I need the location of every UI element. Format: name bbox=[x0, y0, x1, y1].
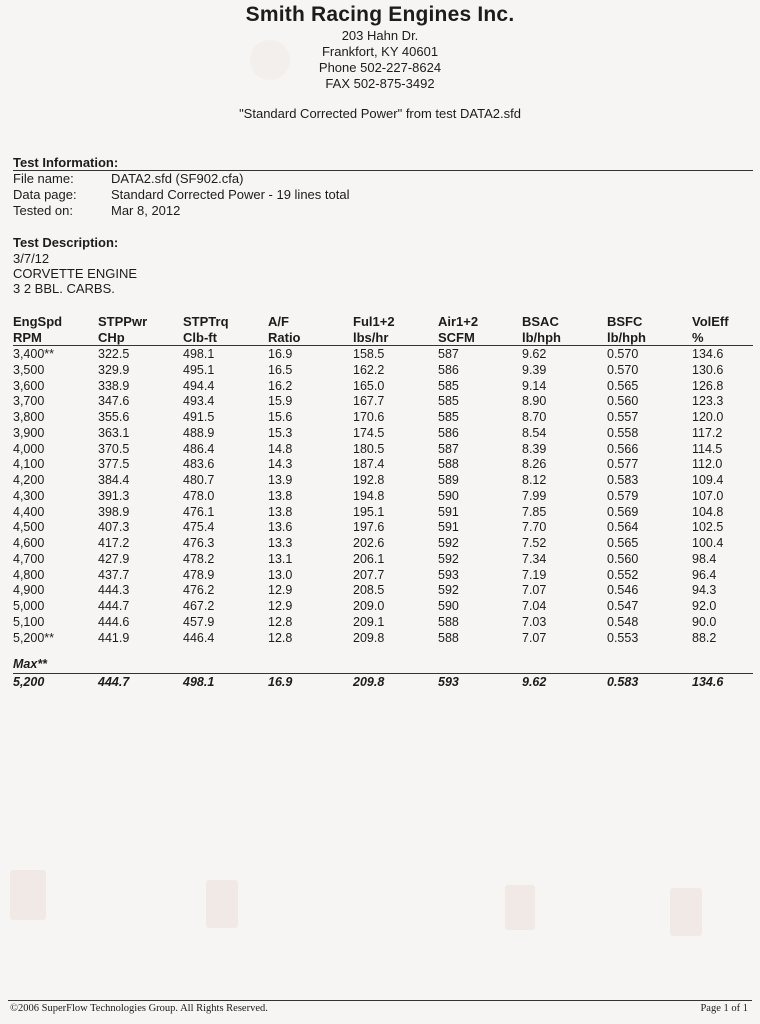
air-flow-cell: 588 bbox=[438, 457, 459, 471]
vol-eff-cell: 134.6 bbox=[692, 347, 724, 361]
power-cell: 329.9 bbox=[98, 363, 130, 377]
fuel-flow-cell: 174.5 bbox=[353, 426, 385, 440]
rpm-cell: 4,400 bbox=[13, 505, 45, 519]
vol-eff-cell: 94.3 bbox=[692, 583, 717, 597]
vol-eff-cell: 88.2 bbox=[692, 631, 717, 645]
test-info-key: Data page: bbox=[13, 187, 77, 202]
rpm-cell: 5,200** bbox=[13, 631, 55, 645]
air-flow-cell: 593 bbox=[438, 568, 459, 582]
paper-stain bbox=[10, 870, 46, 920]
page-number: Page 1 of 1 bbox=[700, 1003, 748, 1014]
air-flow-cell: 591 bbox=[438, 520, 459, 534]
power-cell: 441.9 bbox=[98, 631, 130, 645]
bsfc-cell: 0.547 bbox=[607, 599, 639, 613]
bsac-cell: 7.99 bbox=[522, 489, 547, 503]
power-cell: 338.9 bbox=[98, 379, 130, 393]
af-ratio-cell: 13.6 bbox=[268, 520, 293, 534]
column-header: STPTrq bbox=[183, 314, 229, 329]
bsac-cell: 9.39 bbox=[522, 363, 547, 377]
column-header: Ful1+2 bbox=[353, 314, 395, 329]
rpm-cell: 4,200 bbox=[13, 473, 45, 487]
vol-eff-cell: 96.4 bbox=[692, 568, 717, 582]
copyright-text: ©2006 SuperFlow Technologies Group. All Rights Reserved. bbox=[10, 1003, 268, 1014]
fuel-flow-cell: 192.8 bbox=[353, 473, 385, 487]
report-title: "Standard Corrected Power" from test DATA2.sfd bbox=[239, 106, 521, 121]
max-rule bbox=[13, 673, 753, 674]
rpm-cell: 5,100 bbox=[13, 615, 45, 629]
rpm-cell: 3,500 bbox=[13, 363, 45, 377]
fax-line: FAX 502-875-3492 bbox=[325, 76, 435, 91]
af-ratio-cell: 16.5 bbox=[268, 363, 293, 377]
af-ratio-cell: 12.8 bbox=[268, 631, 293, 645]
fuel-flow-cell: 194.8 bbox=[353, 489, 385, 503]
bsfc-cell: 0.570 bbox=[607, 347, 639, 361]
torque-cell: 483.6 bbox=[183, 457, 215, 471]
torque-cell: 476.1 bbox=[183, 505, 215, 519]
fuel-flow-cell: 195.1 bbox=[353, 505, 385, 519]
bsac-cell: 9.14 bbox=[522, 379, 547, 393]
column-units: lb/hph bbox=[522, 330, 561, 345]
fuel-flow-cell: 202.6 bbox=[353, 536, 385, 550]
torque-cell: 480.7 bbox=[183, 473, 215, 487]
fuel-flow-cell: 209.8 bbox=[353, 631, 385, 645]
rpm-cell: 5,000 bbox=[13, 599, 45, 613]
column-units: Ratio bbox=[268, 330, 301, 345]
bsac-cell: 7.19 bbox=[522, 568, 547, 582]
column-header: Air1+2 bbox=[438, 314, 479, 329]
test-info-key: Tested on: bbox=[13, 203, 73, 218]
rpm-cell: 3,800 bbox=[13, 410, 45, 424]
bsfc-cell: 0.546 bbox=[607, 583, 639, 597]
column-header: A/F bbox=[268, 314, 289, 329]
test-info-heading: Test Information: bbox=[13, 155, 119, 170]
torque-cell: 478.0 bbox=[183, 489, 215, 503]
max-torque-cell: 498.1 bbox=[183, 675, 215, 689]
bsfc-cell: 0.566 bbox=[607, 442, 639, 456]
column-header: VolEff bbox=[692, 314, 729, 329]
max-rpm-cell: 5,200 bbox=[13, 675, 45, 689]
fuel-flow-cell: 187.4 bbox=[353, 457, 385, 471]
af-ratio-cell: 14.8 bbox=[268, 442, 293, 456]
air-flow-cell: 587 bbox=[438, 347, 459, 361]
power-cell: 377.5 bbox=[98, 457, 130, 471]
max-af-ratio-cell: 16.9 bbox=[268, 675, 293, 689]
bsac-cell: 7.52 bbox=[522, 536, 547, 550]
header-rule bbox=[13, 345, 753, 346]
rpm-cell: 4,500 bbox=[13, 520, 45, 534]
column-header: BSFC bbox=[607, 314, 643, 329]
power-cell: 391.3 bbox=[98, 489, 130, 503]
test-info-value: DATA2.sfd (SF902.cfa) bbox=[111, 171, 244, 186]
air-flow-cell: 587 bbox=[438, 442, 459, 456]
bsac-cell: 8.26 bbox=[522, 457, 547, 471]
torque-cell: 498.1 bbox=[183, 347, 215, 361]
power-cell: 444.3 bbox=[98, 583, 130, 597]
rpm-cell: 4,300 bbox=[13, 489, 45, 503]
bsac-cell: 8.39 bbox=[522, 442, 547, 456]
torque-cell: 457.9 bbox=[183, 615, 215, 629]
air-flow-cell: 590 bbox=[438, 489, 459, 503]
vol-eff-cell: 117.2 bbox=[692, 426, 723, 440]
max-air-flow-cell: 593 bbox=[438, 675, 459, 689]
bsac-cell: 9.62 bbox=[522, 347, 547, 361]
fuel-flow-cell: 170.6 bbox=[353, 410, 385, 424]
vol-eff-cell: 126.8 bbox=[692, 379, 724, 393]
max-bsac-cell: 9.62 bbox=[522, 675, 547, 689]
torque-cell: 476.2 bbox=[183, 583, 215, 597]
fuel-flow-cell: 206.1 bbox=[353, 552, 385, 566]
column-header: BSAC bbox=[522, 314, 559, 329]
paper-stain bbox=[505, 885, 535, 930]
bsac-cell: 7.34 bbox=[522, 552, 547, 566]
column-units: Clb-ft bbox=[183, 330, 217, 345]
af-ratio-cell: 12.8 bbox=[268, 615, 293, 629]
column-header: EngSpd bbox=[13, 314, 63, 329]
fuel-flow-cell: 197.6 bbox=[353, 520, 385, 534]
bsfc-cell: 0.552 bbox=[607, 568, 639, 582]
bsac-cell: 7.03 bbox=[522, 615, 547, 629]
rpm-cell: 3,900 bbox=[13, 426, 45, 440]
bsfc-cell: 0.570 bbox=[607, 363, 639, 377]
power-cell: 444.7 bbox=[98, 599, 130, 613]
column-units: CHp bbox=[98, 330, 125, 345]
rpm-cell: 4,700 bbox=[13, 552, 45, 566]
bsfc-cell: 0.560 bbox=[607, 552, 639, 566]
af-ratio-cell: 12.9 bbox=[268, 599, 293, 613]
af-ratio-cell: 15.6 bbox=[268, 410, 293, 424]
bsac-cell: 7.07 bbox=[522, 583, 547, 597]
af-ratio-cell: 12.9 bbox=[268, 583, 293, 597]
max-vol-eff-cell: 134.6 bbox=[692, 675, 724, 689]
vol-eff-cell: 123.3 bbox=[692, 394, 724, 408]
air-flow-cell: 585 bbox=[438, 410, 459, 424]
bsac-cell: 8.70 bbox=[522, 410, 547, 424]
fuel-flow-cell: 209.0 bbox=[353, 599, 385, 613]
af-ratio-cell: 13.0 bbox=[268, 568, 293, 582]
af-ratio-cell: 15.9 bbox=[268, 394, 293, 408]
fuel-flow-cell: 162.2 bbox=[353, 363, 385, 377]
vol-eff-cell: 112.0 bbox=[692, 457, 723, 471]
air-flow-cell: 585 bbox=[438, 379, 459, 393]
column-units: lb/hph bbox=[607, 330, 646, 345]
max-bsfc-cell: 0.583 bbox=[607, 675, 639, 689]
power-cell: 398.9 bbox=[98, 505, 130, 519]
af-ratio-cell: 13.8 bbox=[268, 505, 293, 519]
af-ratio-cell: 15.3 bbox=[268, 426, 293, 440]
air-flow-cell: 592 bbox=[438, 552, 459, 566]
power-cell: 437.7 bbox=[98, 568, 130, 582]
power-cell: 417.2 bbox=[98, 536, 130, 550]
description-line: 3/7/12 bbox=[13, 251, 50, 266]
vol-eff-cell: 100.4 bbox=[692, 536, 724, 550]
torque-cell: 446.4 bbox=[183, 631, 215, 645]
air-flow-cell: 586 bbox=[438, 426, 459, 440]
vol-eff-cell: 98.4 bbox=[692, 552, 717, 566]
vol-eff-cell: 102.5 bbox=[692, 520, 724, 534]
af-ratio-cell: 13.9 bbox=[268, 473, 293, 487]
vol-eff-cell: 114.5 bbox=[692, 442, 723, 456]
rpm-cell: 3,700 bbox=[13, 394, 45, 408]
torque-cell: 475.4 bbox=[183, 520, 215, 534]
fuel-flow-cell: 207.7 bbox=[353, 568, 385, 582]
vol-eff-cell: 130.6 bbox=[692, 363, 724, 377]
torque-cell: 476.3 bbox=[183, 536, 215, 550]
rpm-cell: 3,600 bbox=[13, 379, 45, 393]
bsfc-cell: 0.564 bbox=[607, 520, 639, 534]
vol-eff-cell: 90.0 bbox=[692, 615, 717, 629]
vol-eff-cell: 120.0 bbox=[692, 410, 724, 424]
af-ratio-cell: 16.9 bbox=[268, 347, 293, 361]
rpm-cell: 4,100 bbox=[13, 457, 45, 471]
description-line: 3 2 BBL. CARBS. bbox=[13, 281, 115, 296]
af-ratio-cell: 16.2 bbox=[268, 379, 293, 393]
torque-cell: 478.9 bbox=[183, 568, 215, 582]
phone-line: Phone 502-227-8624 bbox=[318, 60, 442, 75]
bsfc-cell: 0.558 bbox=[607, 426, 639, 440]
bsac-cell: 8.54 bbox=[522, 426, 547, 440]
bsfc-cell: 0.569 bbox=[607, 505, 639, 519]
torque-cell: 478.2 bbox=[183, 552, 215, 566]
company-name: Smith Racing Engines Inc. bbox=[245, 3, 515, 26]
bsac-cell: 7.70 bbox=[522, 520, 547, 534]
max-label: Max** bbox=[13, 657, 48, 671]
torque-cell: 488.9 bbox=[183, 426, 215, 440]
bsfc-cell: 0.579 bbox=[607, 489, 639, 503]
bsac-cell: 7.07 bbox=[522, 631, 547, 645]
bsac-cell: 8.12 bbox=[522, 473, 547, 487]
fuel-flow-cell: 167.7 bbox=[353, 394, 385, 408]
column-header: STPPwr bbox=[98, 314, 148, 329]
paper-stain bbox=[670, 888, 702, 936]
power-cell: 347.6 bbox=[98, 394, 130, 408]
description-line: CORVETTE ENGINE bbox=[13, 266, 138, 281]
bsfc-cell: 0.557 bbox=[607, 410, 639, 424]
air-flow-cell: 586 bbox=[438, 363, 459, 377]
af-ratio-cell: 13.3 bbox=[268, 536, 293, 550]
torque-cell: 467.2 bbox=[183, 599, 215, 613]
address-line: Frankfort, KY 40601 bbox=[321, 44, 439, 59]
air-flow-cell: 588 bbox=[438, 615, 459, 629]
rpm-cell: 4,800 bbox=[13, 568, 45, 582]
air-flow-cell: 590 bbox=[438, 599, 459, 613]
torque-cell: 495.1 bbox=[183, 363, 215, 377]
bsac-cell: 7.04 bbox=[522, 599, 547, 613]
bsfc-cell: 0.577 bbox=[607, 457, 639, 471]
rpm-cell: 4,900 bbox=[13, 583, 45, 597]
rpm-cell: 4,000 bbox=[13, 442, 45, 456]
test-description-heading: Test Description: bbox=[13, 235, 119, 250]
vol-eff-cell: 109.4 bbox=[692, 473, 724, 487]
vol-eff-cell: 92.0 bbox=[692, 599, 717, 613]
column-units: lbs/hr bbox=[353, 330, 389, 345]
vol-eff-cell: 104.8 bbox=[692, 505, 724, 519]
max-fuel-flow-cell: 209.8 bbox=[353, 675, 385, 689]
air-flow-cell: 588 bbox=[438, 631, 459, 645]
fuel-flow-cell: 208.5 bbox=[353, 583, 385, 597]
bsac-cell: 8.90 bbox=[522, 394, 547, 408]
af-ratio-cell: 14.3 bbox=[268, 457, 293, 471]
test-info-value: Mar 8, 2012 bbox=[111, 203, 181, 218]
column-units: SCFM bbox=[438, 330, 475, 345]
af-ratio-cell: 13.1 bbox=[268, 552, 293, 566]
address-line: 203 Hahn Dr. bbox=[341, 28, 419, 43]
fuel-flow-cell: 158.5 bbox=[353, 347, 385, 361]
air-flow-cell: 591 bbox=[438, 505, 459, 519]
test-info-value: Standard Corrected Power - 19 lines total bbox=[111, 187, 350, 202]
power-cell: 444.6 bbox=[98, 615, 130, 629]
bsfc-cell: 0.553 bbox=[607, 631, 639, 645]
column-units: % bbox=[692, 330, 704, 345]
power-cell: 407.3 bbox=[98, 520, 130, 534]
rpm-cell: 4,600 bbox=[13, 536, 45, 550]
air-flow-cell: 589 bbox=[438, 473, 459, 487]
power-cell: 427.9 bbox=[98, 552, 130, 566]
air-flow-cell: 592 bbox=[438, 536, 459, 550]
air-flow-cell: 585 bbox=[438, 394, 459, 408]
paper-stain bbox=[206, 880, 238, 928]
torque-cell: 493.4 bbox=[183, 394, 215, 408]
bsac-cell: 7.85 bbox=[522, 505, 547, 519]
vol-eff-cell: 107.0 bbox=[692, 489, 724, 503]
power-cell: 384.4 bbox=[98, 473, 130, 487]
air-flow-cell: 592 bbox=[438, 583, 459, 597]
bsfc-cell: 0.560 bbox=[607, 394, 639, 408]
bsfc-cell: 0.565 bbox=[607, 379, 639, 393]
power-cell: 322.5 bbox=[98, 347, 130, 361]
column-units: RPM bbox=[13, 330, 42, 345]
fuel-flow-cell: 180.5 bbox=[353, 442, 385, 456]
fuel-flow-cell: 165.0 bbox=[353, 379, 385, 393]
power-cell: 370.5 bbox=[98, 442, 130, 456]
torque-cell: 486.4 bbox=[183, 442, 215, 456]
max-power-cell: 444.7 bbox=[98, 675, 130, 689]
footer-rule bbox=[8, 1000, 752, 1001]
bsfc-cell: 0.548 bbox=[607, 615, 639, 629]
power-cell: 355.6 bbox=[98, 410, 130, 424]
bsfc-cell: 0.565 bbox=[607, 536, 639, 550]
power-cell: 363.1 bbox=[98, 426, 130, 440]
test-info-key: File name: bbox=[13, 171, 74, 186]
torque-cell: 494.4 bbox=[183, 379, 215, 393]
fuel-flow-cell: 209.1 bbox=[353, 615, 385, 629]
bsfc-cell: 0.583 bbox=[607, 473, 639, 487]
torque-cell: 491.5 bbox=[183, 410, 215, 424]
af-ratio-cell: 13.8 bbox=[268, 489, 293, 503]
rpm-cell: 3,400** bbox=[13, 347, 55, 361]
